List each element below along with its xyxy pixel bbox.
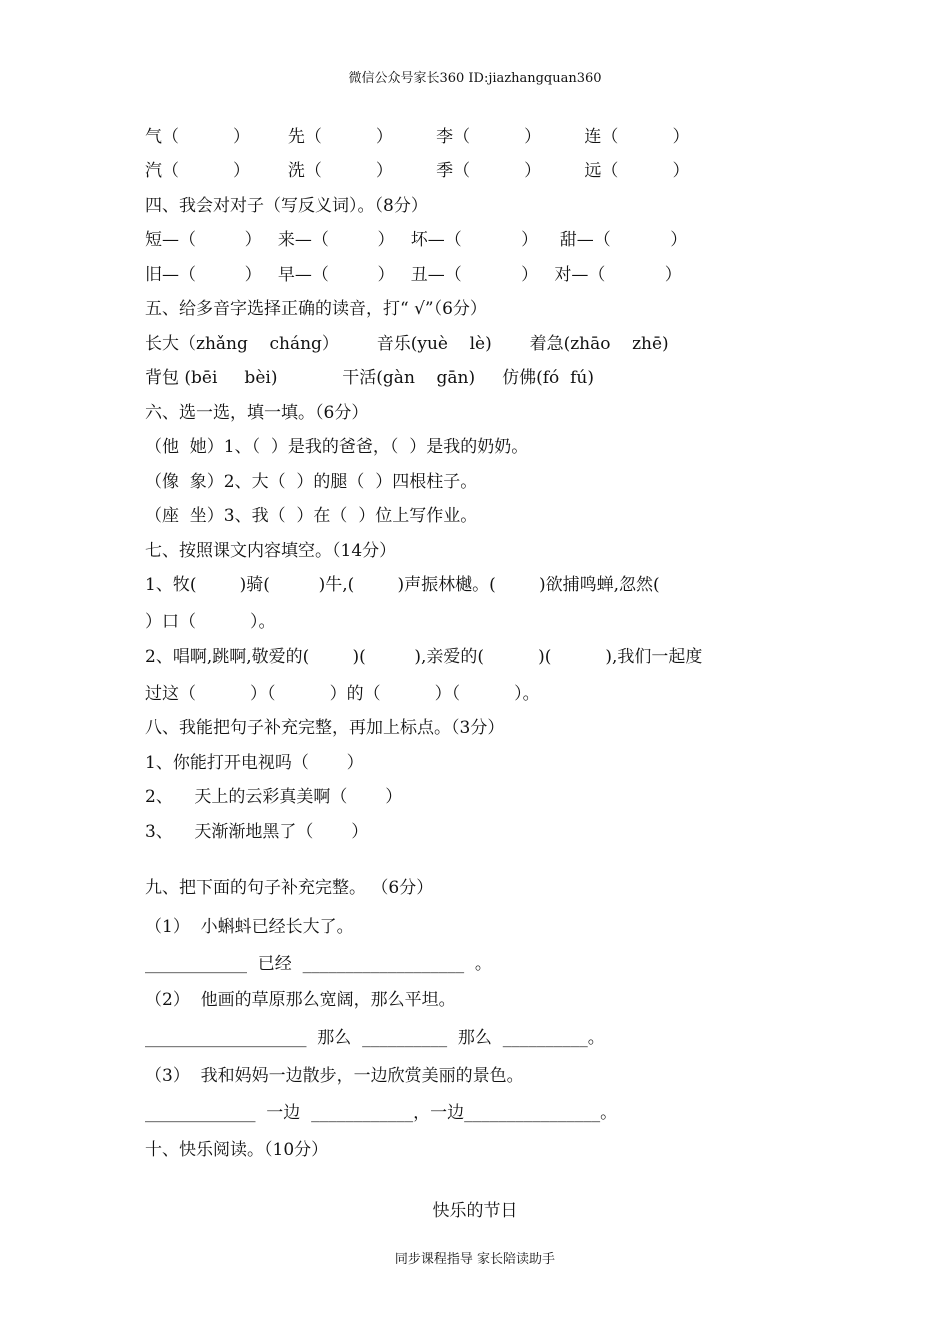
punct-item-3: 3、 天渐渐地黑了（ ） — [145, 822, 369, 842]
section-10-heading: 十、快乐阅读。（10分） — [145, 1140, 329, 1160]
sentence-3-prompt: （3） 我和妈妈一边散步，一边欣赏美丽的景色。 — [145, 1066, 524, 1086]
page-footer: 同步课程指导 家长陪读助手 — [394, 1252, 556, 1267]
choice-item-1: （他 她）1、（ ）是我的爸爸，（ ）是我的奶奶。 — [145, 437, 529, 457]
fill-item-2-cont: 过这（ ）（ ）的（ ）（ ）。 — [145, 684, 540, 704]
punct-item-1: 1、你能打开电视吗（ ） — [145, 753, 364, 773]
sentence-2-prompt: （2） 他画的草原那么宽阔，那么平坦。 — [145, 990, 456, 1010]
section-4-heading: 四、我会对对子（写反义词）。（8分） — [145, 196, 428, 216]
polyphone-row-2: 背包 (bēi bèi) 干活(gàn gān) 仿佛(fó fú) — [145, 368, 594, 388]
fill-item-2: 2、唱啊,跳啊,敬爱的( )( ),亲爱的( )( ),我们一起度 — [145, 647, 703, 667]
section-5-heading: 五、给多音字选择正确的读音，打“ √”（6分） — [145, 299, 487, 319]
choice-item-3: （座 坐）3、我（ ）在（ ）位上写作业。 — [145, 506, 478, 526]
section-8-heading: 八、我能把句子补充完整，再加上标点。（3分） — [145, 718, 505, 738]
fill-item-1-cont: ）口（ ）。 — [145, 612, 276, 632]
section-6-heading: 六、选一选，填一填。（6分） — [145, 403, 369, 423]
choice-item-2: （像 象）2、大（ ）的腿（ ）四根柱子。 — [145, 472, 478, 492]
page-header: 微信公众号家长360 ID:jiazhangquan360 — [348, 71, 602, 86]
sentence-3-answer: _____________ 一边 ____________，一边________________。 — [145, 1103, 618, 1123]
pinyin-row-2: 汽（ ） 洗（ ） 季（ ） 远（ ） — [145, 161, 690, 181]
punct-item-2: 2、 天上的云彩真美啊（ ） — [145, 787, 403, 807]
section-7-heading: 七、按照课文内容填空。（14分） — [145, 541, 397, 561]
section-9-heading: 九、把下面的句子补充完整。 （6分） — [145, 878, 434, 898]
antonym-row-1: 短—（ ） 来—（ ） 坏—（ ） 甜—（ ） — [145, 230, 688, 250]
pinyin-row-1: 气（ ） 先（ ） 李（ ） 连（ ） — [145, 127, 690, 147]
sentence-1-answer: ____________ 已经 ___________________ 。 — [145, 954, 492, 974]
reading-title: 快乐的节日 — [432, 1201, 518, 1221]
sentence-1-prompt: （1） 小蝌蚪已经长大了。 — [145, 917, 354, 937]
antonym-row-2: 旧—（ ） 早—（ ） 丑—（ ） 对—（ ） — [145, 265, 682, 285]
fill-item-1: 1、牧( )骑( )牛,( )声振林樾。( )欲捕鸣蝉,忽然( — [145, 575, 660, 595]
sentence-2-answer: ___________________ 那么 __________ 那么 __________。 — [145, 1028, 605, 1048]
polyphone-row-1: 长大（zhǎng cháng） 音乐(yuè lè) 着急(zhāo zhē) — [145, 334, 669, 354]
